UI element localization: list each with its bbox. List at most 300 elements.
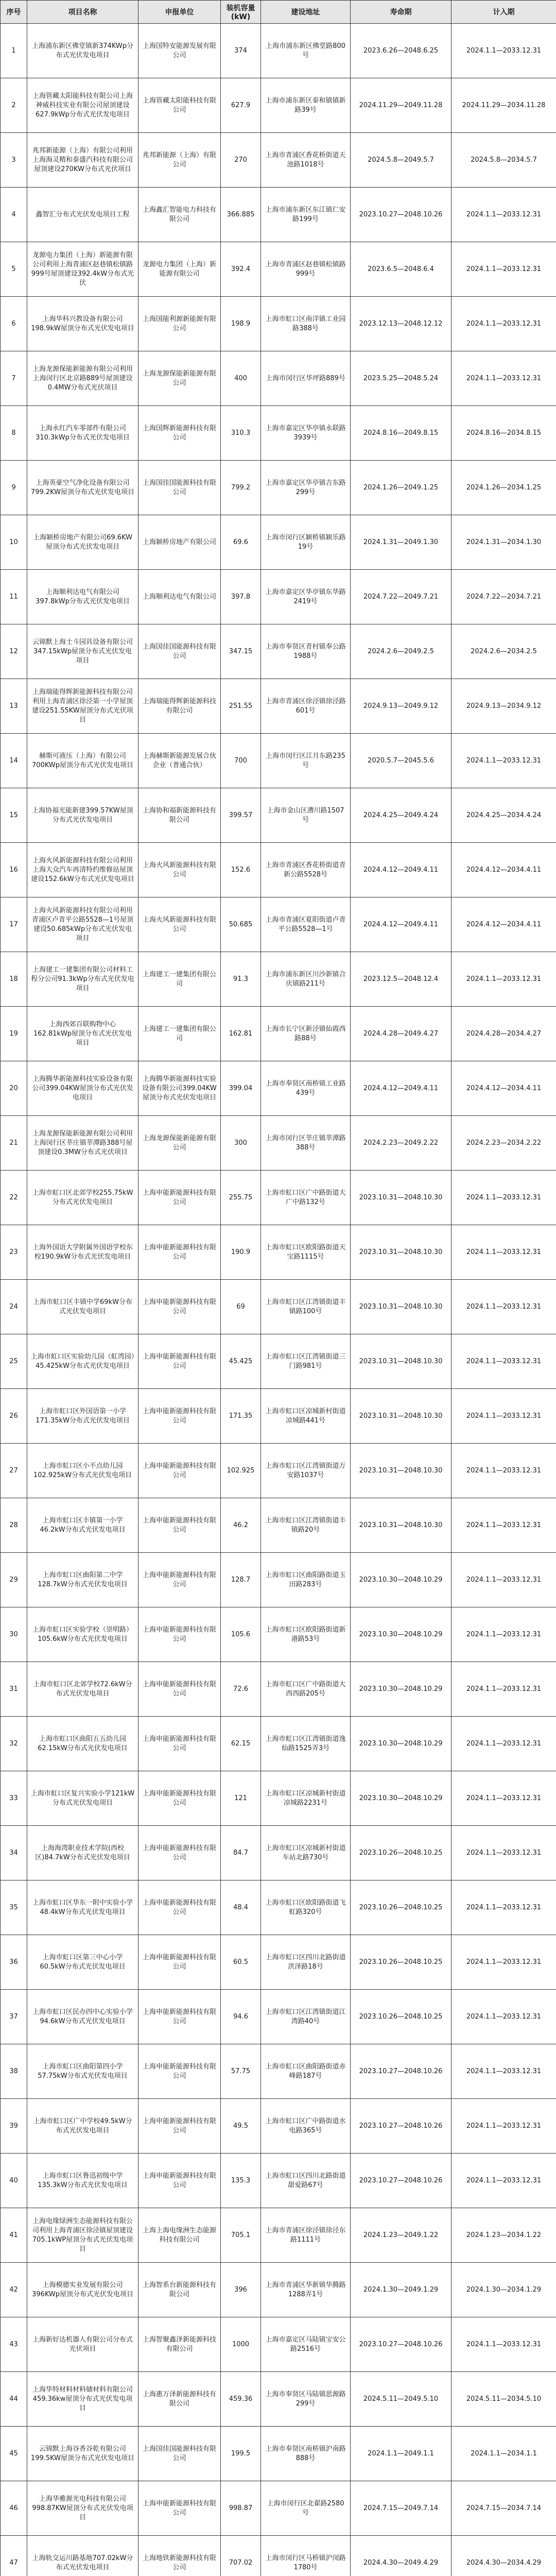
- crediting-period-cell: 2024.1.1—2033.12.31: [451, 2317, 556, 2372]
- lifetime-cell: 2023.10.30—2048.10.29: [351, 1607, 451, 1662]
- address-cell: 上海市闵行区北翟路2580号: [261, 2481, 351, 2536]
- row-index-cell: 34: [1, 1826, 27, 1880]
- crediting-period-cell: 2024.1.1—2033.12.31: [451, 1444, 556, 1498]
- applicant-cell: 上海国能利源新能源有限公司: [138, 297, 221, 351]
- project-name-cell: 上海市虹口区小不点幼儿园102.925kW分布式光伏发电项目: [27, 1444, 138, 1498]
- applicant-cell: 上海国佳国能源科技有限公司: [138, 2427, 221, 2481]
- table-row: [1, 2154, 556, 2208]
- crediting-period-cell: 2024.1.1—2033.12.31: [451, 1990, 556, 2044]
- crediting-period-cell: 2024.1.31—2034.1.30: [451, 515, 556, 570]
- row-index-cell: 21: [1, 1116, 27, 1171]
- crediting-period-cell: 2024.1.1—2033.12.31: [451, 297, 556, 351]
- header-lifetime: 寿命期: [351, 1, 451, 24]
- crediting-period-cell: 2024.1.1—2033.12.31: [451, 1553, 556, 1607]
- capacity-cell: 270: [221, 133, 261, 188]
- table-row: [1, 1007, 556, 1061]
- table-row: [1, 2317, 556, 2372]
- row-index-cell: 33: [1, 1771, 27, 1826]
- address-cell: 上海市嘉定区华亭镇东华路2419号: [261, 570, 351, 624]
- lifetime-cell: 2024.4.30—2049.4.29: [351, 2536, 451, 2576]
- applicant-cell: 上海颖桥房地产有限公司: [138, 515, 221, 570]
- crediting-period-cell: 2024.2.6—2034.2.5: [451, 624, 556, 679]
- table-row: [1, 297, 556, 351]
- capacity-cell: 1000: [221, 2317, 261, 2372]
- table-row: [1, 78, 556, 133]
- capacity-cell: 49.5: [221, 2099, 261, 2154]
- table-row: [1, 1116, 556, 1171]
- project-name-cell: 上海市虹口区复兴实验小学121kW分布式光伏发电项目: [27, 1771, 138, 1826]
- lifetime-cell: 2024.4.12—2049.4.11: [351, 843, 451, 897]
- table-row: [1, 1334, 556, 1389]
- capacity-cell: 799.2: [221, 461, 261, 515]
- lifetime-cell: 2023.10.31—2048.10.30: [351, 1280, 451, 1334]
- project-name-cell: 上海市虹口区广中学校49.5kW分布式光伏发电项目: [27, 2099, 138, 2154]
- table-row: [1, 515, 556, 570]
- crediting-period-cell: 2024.1.1—2033.12.31: [451, 1826, 556, 1880]
- lifetime-cell: 2024.4.12—2049.4.11: [351, 897, 451, 952]
- capacity-cell: 392.4: [221, 242, 261, 297]
- table-row: [1, 133, 556, 188]
- applicant-cell: 上海申能新能源科技有限公司: [138, 1334, 221, 1389]
- table-row: [1, 1444, 556, 1498]
- address-cell: 上海市虹口区江湾镇街道逸仙路1525弄3号: [261, 1717, 351, 1771]
- project-name-cell: 云锦默上海谷香谷乾有限公司199.5KW屋顶分布式光伏发电项目: [27, 2427, 138, 2481]
- address-cell: 上海市嘉定区马陆镇宝安公路2516号: [261, 2317, 351, 2372]
- table-row: [1, 1389, 556, 1444]
- capacity-cell: 397.8: [221, 570, 261, 624]
- applicant-cell: 上海瑞能得辉新能源科技有限公司: [138, 679, 221, 734]
- capacity-cell: 627.9: [221, 78, 261, 133]
- project-name-cell: 上海市虹口区实验幼儿园（虹湾园）45.425kW分布式光伏发电项目: [27, 1334, 138, 1389]
- project-name-cell: 上海永红汽车零部件有限公司310.3kWp分布式光伏发电项目: [27, 406, 138, 461]
- crediting-period-cell: 2024.7.15—2034.7.14: [451, 2481, 556, 2536]
- lifetime-cell: 2024.7.15—2049.7.14: [351, 2481, 451, 2536]
- table-row: [1, 1171, 556, 1225]
- capacity-cell: 700: [221, 734, 261, 788]
- project-name-cell: 上海华特材料材料储材料有限公司459.36kw屋顶分布式光伏发电项目: [27, 2372, 138, 2427]
- address-cell: 上海市虹口区欧阳路街道飞虹路320号: [261, 1880, 351, 1935]
- project-name-cell: 上海建工一建集团有限公司材料工程分公司91.3kWp分布式光伏发电项目: [27, 952, 138, 1007]
- table-row: [1, 2427, 556, 2481]
- project-name-cell: 上海腾华新能源科技实验设备有限公司399.04KW屋顶分布式光伏发电项目: [27, 1061, 138, 1116]
- row-index-cell: 38: [1, 2044, 27, 2099]
- address-cell: 上海市嘉定区华亭镇永联路3939号: [261, 406, 351, 461]
- lifetime-cell: 2024.5.11—2049.5.10: [351, 2372, 451, 2427]
- row-index-cell: 8: [1, 406, 27, 461]
- crediting-period-cell: 2024.7.22—2034.7.21: [451, 570, 556, 624]
- project-name-cell: 赫斯可液压（上海）有限公司700KWp屋顶分布式光伏发电项目: [27, 734, 138, 788]
- capacity-cell: 135.3: [221, 2154, 261, 2208]
- crediting-period-cell: 2024.5.8—2034.5.7: [451, 133, 556, 188]
- row-index-cell: 37: [1, 1990, 27, 2044]
- table-row: [1, 2208, 556, 2263]
- table-row: [1, 1717, 556, 1771]
- row-index-cell: 35: [1, 1880, 27, 1935]
- row-index-cell: 24: [1, 1280, 27, 1334]
- capacity-cell: 152.6: [221, 843, 261, 897]
- table-row: [1, 24, 556, 78]
- address-cell: 上海市虹口区江湾镇街道丰镇路100号: [261, 1280, 351, 1334]
- capacity-cell: 50.685: [221, 897, 261, 952]
- lifetime-cell: 2023.6.5—2048.6.4: [351, 242, 451, 297]
- project-name-cell: 上海市虹口区民办四中心实验小学94.6kW分布式光伏发电项目: [27, 1990, 138, 2044]
- crediting-period-cell: 2024.1.1—2033.12.31: [451, 242, 556, 297]
- crediting-period-cell: 2024.1.1—2033.12.31: [451, 734, 556, 788]
- row-index-cell: 31: [1, 1662, 27, 1717]
- project-name-cell: 上海市虹口区丰镇中学69kW分布式光伏发电项目: [27, 1280, 138, 1334]
- project-name-cell: 上海市虹口区北郊学校255.75kW分布式光伏发电项目: [27, 1171, 138, 1225]
- project-name-cell: 上海火风新能源科技有限公司利用青浦区卢青平公路5528—1号屋顶建设50.685kWp分布式光伏发电项目: [27, 897, 138, 952]
- header-row: [1, 1, 556, 24]
- lifetime-cell: 2024.4.12—2049.4.11: [351, 1061, 451, 1116]
- lifetime-cell: 2023.10.27—2048.10.26: [351, 2099, 451, 2154]
- row-index-cell: 12: [1, 624, 27, 679]
- applicant-cell: 上海惠万泽新能源科技有限公司: [138, 2372, 221, 2427]
- applicant-cell: 上海顺利达电气有限公司: [138, 570, 221, 624]
- lifetime-cell: 2023.10.31—2048.10.30: [351, 1389, 451, 1444]
- crediting-period-cell: 2024.2.23—2034.2.22: [451, 1116, 556, 1171]
- lifetime-cell: 2023.12.13—2048.12.12: [351, 297, 451, 351]
- table-row: [1, 1607, 556, 1662]
- address-cell: 上海市闵行区马桥镇沪闵路1780号: [261, 2536, 351, 2576]
- row-index-cell: 23: [1, 1225, 27, 1280]
- row-index-cell: 4: [1, 188, 27, 242]
- row-index-cell: 43: [1, 2317, 27, 2372]
- table-row: [1, 1771, 556, 1826]
- address-cell: 上海市虹口区南洋镇工业园路388号: [261, 297, 351, 351]
- table-row: [1, 1662, 556, 1717]
- address-cell: 上海市奉贤区青村镇奉公路1988号: [261, 624, 351, 679]
- table-row: [1, 2372, 556, 2427]
- row-index-cell: 45: [1, 2427, 27, 2481]
- crediting-period-cell: 2024.4.12—2034.4.11: [451, 897, 556, 952]
- capacity-cell: 310.3: [221, 406, 261, 461]
- capacity-cell: 300: [221, 1116, 261, 1171]
- table-row: [1, 1225, 556, 1280]
- lifetime-cell: 2024.7.22—2049.7.21: [351, 570, 451, 624]
- row-index-cell: 30: [1, 1607, 27, 1662]
- applicant-cell: 上海申能新能源科技有限公司: [138, 1771, 221, 1826]
- applicant-cell: 上海申能新能源科技有限公司: [138, 1444, 221, 1498]
- crediting-period-cell: 2024.1.1—2033.12.31: [451, 952, 556, 1007]
- capacity-cell: 72.6: [221, 1662, 261, 1717]
- capacity-cell: 374: [221, 24, 261, 78]
- table-row: [1, 1280, 556, 1334]
- table-row: [1, 624, 556, 679]
- capacity-cell: 347.15: [221, 624, 261, 679]
- project-name-cell: 上海市虹口区鲁迅初级中学135.3kW分布式光伏发电项目: [27, 2154, 138, 2208]
- project-name-cell: 上海市虹口区实验学校（崇明路）105.6kW分布式光伏发电项目: [27, 1607, 138, 1662]
- lifetime-cell: 2023.10.27—2048.10.26: [351, 2044, 451, 2099]
- crediting-period-cell: 2024.1.23—2034.1.22: [451, 2208, 556, 2263]
- row-index-cell: 17: [1, 897, 27, 952]
- crediting-period-cell: 2024.11.29—2034.11.28: [451, 78, 556, 133]
- lifetime-cell: 2024.1.23—2049.1.22: [351, 2208, 451, 2263]
- project-name-cell: 上海市虹口区华东一附中实验小学48.4kW分布式光伏发电项目: [27, 1880, 138, 1935]
- address-cell: 上海市浦东新区佛堂路800号: [261, 24, 351, 78]
- address-cell: 上海市闵行区莘庄镇莘潭路388号: [261, 1116, 351, 1171]
- applicant-cell: 上海申能新能源科技有限公司: [138, 1553, 221, 1607]
- row-index-cell: 26: [1, 1389, 27, 1444]
- project-name-cell: 上海市虹口区北郊学校72.6kW分布式光伏发电项目: [27, 1662, 138, 1717]
- crediting-period-cell: 2024.1.1—2033.12.31: [451, 1935, 556, 1990]
- address-cell: 上海市长宁区新泾镇仙霞西路88号: [261, 1007, 351, 1061]
- applicant-cell: 上海智聚鑫泽新能源科技有限公司: [138, 2317, 221, 2372]
- row-index-cell: 19: [1, 1007, 27, 1061]
- capacity-cell: 69.6: [221, 515, 261, 570]
- table-row: [1, 1498, 556, 1553]
- applicant-cell: 上海国辉新能源科技有限公司: [138, 406, 221, 461]
- applicant-cell: 上海申能新能源科技有限公司: [138, 2481, 221, 2536]
- project-name-cell: 上海英豪空气净化设备有限公司799.2KW屋顶分布式光伏发电项目: [27, 461, 138, 515]
- table-row: [1, 406, 556, 461]
- applicant-cell: 上海申能新能源科技有限公司: [138, 1498, 221, 1553]
- address-cell: 上海市奉贤区南桥镇沪南路888号: [261, 2427, 351, 2481]
- table-row: [1, 734, 556, 788]
- project-name-cell: 上海市虹口区外国语第一小学171.35kW分布式光伏发电项目: [27, 1389, 138, 1444]
- address-cell: 上海市虹口区曲阳路街道玉田路283号: [261, 1553, 351, 1607]
- capacity-cell: 198.9: [221, 297, 261, 351]
- applicant-cell: 上海地铁新能源科技有限公司: [138, 2536, 221, 2576]
- row-index-cell: 11: [1, 570, 27, 624]
- lifetime-cell: 2023.10.27—2048.10.26: [351, 2317, 451, 2372]
- crediting-period-cell: 2024.1.1—2033.12.31: [451, 188, 556, 242]
- capacity-cell: 69: [221, 1280, 261, 1334]
- row-index-cell: 1: [1, 24, 27, 78]
- address-cell: 上海市金山区漕川路1507号: [261, 788, 351, 843]
- applicant-cell: 上海建工一建集团有限公司: [138, 1007, 221, 1061]
- address-cell: 上海市奉贤区马陆镇思源路299号: [261, 2372, 351, 2427]
- project-name-cell: 上海管藏太阳能科技有限公司上海神威科技实业有限公司屋顶建设627.9kWp分布式光伏发电项目: [27, 78, 138, 133]
- applicant-cell: 上海申能新能源科技有限公司: [138, 1225, 221, 1280]
- applicant-cell: 上海火风新能源科技有限公司: [138, 897, 221, 952]
- capacity-cell: 190.9: [221, 1225, 261, 1280]
- capacity-cell: 91.3: [221, 952, 261, 1007]
- capacity-cell: 705.1: [221, 2208, 261, 2263]
- capacity-cell: 62.15: [221, 1717, 261, 1771]
- lifetime-cell: 2024.5.8—2049.5.7: [351, 133, 451, 188]
- row-index-cell: 42: [1, 2263, 27, 2317]
- header-address: 建设地址: [261, 1, 351, 24]
- crediting-period-cell: 2024.9.13—2034.9.12: [451, 679, 556, 734]
- lifetime-cell: 2023.10.31—2048.10.30: [351, 1334, 451, 1389]
- project-name-cell: 上海龙源保能新能源有限公司利用上海闵行区莘庄镇莘潭路388号屋顶建设0.3MW分布式光伏项目: [27, 1116, 138, 1171]
- lifetime-cell: 2023.10.31—2048.10.30: [351, 1444, 451, 1498]
- crediting-period-cell: 2024.1.1—2033.12.31: [451, 2099, 556, 2154]
- project-name-cell: 上海外国语大学附属外国语学校东校190.9kW分布式光伏发电项目: [27, 1225, 138, 1280]
- capacity-cell: 57.75: [221, 2044, 261, 2099]
- lifetime-cell: 2023.10.31—2048.10.30: [351, 1225, 451, 1280]
- crediting-period-cell: 2024.1.1—2033.12.31: [451, 1880, 556, 1935]
- table-row: [1, 2099, 556, 2154]
- table-row: [1, 679, 556, 734]
- project-name-cell: 上海市虹口区丰镇第一小学46.2kW分布式光伏发电项目: [27, 1498, 138, 1553]
- row-index-cell: 41: [1, 2208, 27, 2263]
- capacity-cell: 399.57: [221, 788, 261, 843]
- applicant-cell: 上海国佳国能源科技有限公司: [138, 624, 221, 679]
- applicant-cell: 上海火风新能源科技有限公司: [138, 843, 221, 897]
- table-row: [1, 461, 556, 515]
- crediting-period-cell: 2024.1.1—2033.12.31: [451, 1171, 556, 1225]
- crediting-period-cell: 2024.5.11—2034.5.10: [451, 2372, 556, 2427]
- row-index-cell: 10: [1, 515, 27, 570]
- project-name-cell: 上海瑞能得辉新能源科技有限公司利用上海青浦区徐泾第一小学屋顶建设251.55KW屋顶分布式光伏项目: [27, 679, 138, 734]
- table-row: [1, 1935, 556, 1990]
- project-name-cell: 上海市虹口区第三中心小学60.5kW分布式光伏发电项目: [27, 1935, 138, 1990]
- applicant-cell: 上海申能新能源科技有限公司: [138, 1607, 221, 1662]
- row-index-cell: 16: [1, 843, 27, 897]
- lifetime-cell: 2024.2.23—2049.2.22: [351, 1116, 451, 1171]
- table-row: [1, 788, 556, 843]
- table-body: [1, 24, 556, 2576]
- lifetime-cell: 2023.5.25—2048.5.24: [351, 351, 451, 406]
- applicant-cell: 上海申能新能源科技有限公司: [138, 1171, 221, 1225]
- address-cell: 上海市青浦区香花桥街道天池路1018号: [261, 133, 351, 188]
- row-index-cell: 5: [1, 242, 27, 297]
- lifetime-cell: 2024.1.31—2049.1.30: [351, 515, 451, 570]
- crediting-period-cell: 2024.1.1—2033.12.31: [451, 1334, 556, 1389]
- row-index-cell: 28: [1, 1498, 27, 1553]
- address-cell: 上海市虹口区欧阳路街道新港路53号: [261, 1607, 351, 1662]
- address-cell: 上海市虹口区四川北路街道甜爱路67号: [261, 2154, 351, 2208]
- address-cell: 上海市青浦区香花桥街道青新公路5528号: [261, 843, 351, 897]
- lifetime-cell: 2023.12.5—2048.12.4: [351, 952, 451, 1007]
- lifetime-cell: 2020.5.7—2045.5.6: [351, 734, 451, 788]
- project-name-cell: 上海海湾职业技术学院(西校区)84.7kW分布式光伏发电项目: [27, 1826, 138, 1880]
- capacity-cell: 45.425: [221, 1334, 261, 1389]
- project-name-cell: 上海新好达机器人有限公司分布式光伏项目: [27, 2317, 138, 2372]
- row-index-cell: 3: [1, 133, 27, 188]
- lifetime-cell: 2023.10.31—2048.10.30: [351, 1498, 451, 1553]
- project-name-cell: 上海颖桥房地产有限公司69.6KW屋顶分布式光伏发电项目: [27, 515, 138, 570]
- crediting-period-cell: 2024.1.1—2033.12.31: [451, 24, 556, 78]
- crediting-period-cell: 2024.1.1—2033.12.31: [451, 1389, 556, 1444]
- lifetime-cell: 2023.10.27—2048.10.26: [351, 2154, 451, 2208]
- lifetime-cell: 2024.4.28—2049.4.27: [351, 1007, 451, 1061]
- lifetime-cell: 2023.10.31—2048.10.30: [351, 1171, 451, 1225]
- lifetime-cell: 2023.10.26—2048.10.25: [351, 1826, 451, 1880]
- applicant-cell: 上海申能新能源科技有限公司: [138, 1717, 221, 1771]
- row-index-cell: 15: [1, 788, 27, 843]
- address-cell: 上海市浦东新区川沙新镇合庆镇路211号: [261, 952, 351, 1007]
- applicant-cell: 上海申能新能源科技有限公司: [138, 1880, 221, 1935]
- row-index-cell: 27: [1, 1444, 27, 1498]
- lifetime-cell: 2024.4.25—2049.4.24: [351, 788, 451, 843]
- table-row: [1, 843, 556, 897]
- applicant-cell: 兆邦新能源（上海）有限公司: [138, 133, 221, 188]
- header-applicant: 申报单位: [138, 1, 221, 24]
- capacity-cell: 251.55: [221, 679, 261, 734]
- crediting-period-cell: 2024.4.12—2034.4.11: [451, 1061, 556, 1116]
- lifetime-cell: 2024.1.30—2049.1.29: [351, 2263, 451, 2317]
- address-cell: 上海市虹口区欧阳路街道天宝路1115号: [261, 1225, 351, 1280]
- crediting-period-cell: 2024.1.1—2033.12.31: [451, 351, 556, 406]
- capacity-cell: 84.7: [221, 1826, 261, 1880]
- row-index-cell: 18: [1, 952, 27, 1007]
- crediting-period-cell: 2024.1.1—2033.12.31: [451, 1717, 556, 1771]
- row-index-cell: 20: [1, 1061, 27, 1116]
- project-name-cell: 上海协福光能新建399.57KW屋顶分布式光伏发电项目: [27, 788, 138, 843]
- crediting-period-cell: 2024.1.1—2033.12.31: [451, 1662, 556, 1717]
- applicant-cell: 上海龙源保能新能源有限公司: [138, 1116, 221, 1171]
- header-project-name: 项目名称: [27, 1, 138, 24]
- capacity-cell: 162.81: [221, 1007, 261, 1061]
- applicant-cell: 上海赫斯新能源发展合伙企业（普通合伙）: [138, 734, 221, 788]
- crediting-period-cell: 2024.1.1—2033.12.31: [451, 2044, 556, 2099]
- table-row: [1, 351, 556, 406]
- table-row: [1, 2263, 556, 2317]
- table-row: [1, 897, 556, 952]
- row-index-cell: 2: [1, 78, 27, 133]
- address-cell: 上海市奉贤区南桥镇工业路439号: [261, 1061, 351, 1116]
- row-index-cell: 29: [1, 1553, 27, 1607]
- row-index-cell: 47: [1, 2536, 27, 2576]
- table-row: [1, 1880, 556, 1935]
- applicant-cell: 上海申能新能源科技有限公司: [138, 2154, 221, 2208]
- applicant-cell: 上海申能新能源科技有限公司: [138, 2099, 221, 2154]
- project-name-cell: 上海模德实业发展有限公司396KWp屋顶分布式光伏发电项目: [27, 2263, 138, 2317]
- table-row: [1, 1826, 556, 1880]
- project-name-cell: 上海市虹口区曲阳第四小学57.75kW分布式光伏发电项目: [27, 2044, 138, 2099]
- crediting-period-cell: 2024.1.1—2033.12.31: [451, 2154, 556, 2208]
- applicant-cell: 上海申能新能源科技有限公司: [138, 1826, 221, 1880]
- crediting-period-cell: 2024.1.1—2033.12.31: [451, 1280, 556, 1334]
- applicant-cell: 上海申能新能源科技有限公司: [138, 1990, 221, 2044]
- applicant-cell: 上海龙源保能新能源有限公司: [138, 351, 221, 406]
- address-cell: 上海市虹口区江湾镇街道丰镇路20号: [261, 1498, 351, 1553]
- lifetime-cell: 2023.10.26—2048.10.25: [351, 1880, 451, 1935]
- capacity-cell: 60.5: [221, 1935, 261, 1990]
- project-name-cell: 上海市虹口区曲阳五五幼儿园62.15kW分布式光伏发电项目: [27, 1717, 138, 1771]
- crediting-period-cell: 2024.4.12—2034.4.11: [451, 843, 556, 897]
- row-index-cell: 7: [1, 351, 27, 406]
- project-name-cell: 上海轨交运川路基地707.02kW分布式光伏发电项目: [27, 2536, 138, 2576]
- project-name-cell: 上海浦东新区佛堂镇新374KWp分布式光伏发电项目: [27, 24, 138, 78]
- lifetime-cell: 2023.10.26—2048.10.25: [351, 1990, 451, 2044]
- capacity-cell: 48.4: [221, 1880, 261, 1935]
- table-row: [1, 1990, 556, 2044]
- row-index-cell: 39: [1, 2099, 27, 2154]
- capacity-cell: 396: [221, 2263, 261, 2317]
- table-row: [1, 570, 556, 624]
- lifetime-cell: 2023.10.30—2048.10.29: [351, 1771, 451, 1826]
- crediting-period-cell: 2024.4.25—2034.4.24: [451, 788, 556, 843]
- address-cell: 上海市虹口区曲阳路街道赤峰路187号: [261, 2044, 351, 2099]
- address-cell: 上海市虹口区凉城新村街道凉城路2231号: [261, 1771, 351, 1826]
- project-name-cell: 上海电缘绿洲生态能源科技有限公司利用上海青浦区徐泾镇屋顶建设705.1kWP屋顶分布式光伏发电项目: [27, 2208, 138, 2263]
- row-index-cell: 36: [1, 1935, 27, 1990]
- lifetime-cell: 2024.2.6—2049.2.5: [351, 624, 451, 679]
- address-cell: 上海市虹口区江湾镇街道三门路981号: [261, 1334, 351, 1389]
- capacity-cell: 128.7: [221, 1553, 261, 1607]
- capacity-cell: 94.6: [221, 1990, 261, 2044]
- lifetime-cell: 2024.1.26—2049.1.25: [351, 461, 451, 515]
- address-cell: 上海市虹口区四川北路街道洪泽路18号: [261, 1935, 351, 1990]
- applicant-cell: 上海申能新能源科技有限公司: [138, 1935, 221, 1990]
- applicant-cell: 上海国佳国能源科技有限公司: [138, 461, 221, 515]
- row-index-cell: 6: [1, 297, 27, 351]
- applicant-cell: 上海建工一建集团有限公司: [138, 952, 221, 1007]
- crediting-period-cell: 2024.1.1—2033.12.31: [451, 1225, 556, 1280]
- lifetime-cell: 2024.11.29—2049.11.28: [351, 78, 451, 133]
- applicant-cell: 上海协和福新能源科技有限公司: [138, 788, 221, 843]
- lifetime-cell: 2024.9.13—2049.9.12: [351, 679, 451, 734]
- lifetime-cell: 2023.6.26—2048.6.25: [351, 24, 451, 78]
- applicant-cell: 上海鑫汇智能电力科技有限公司: [138, 188, 221, 242]
- capacity-cell: 707.02: [221, 2536, 261, 2576]
- address-cell: 上海市虹口区凉城新村街道车站北路730号: [261, 1826, 351, 1880]
- project-name-cell: 上海西郊百联购物中心162.81kWp屋顶分布式光伏发电项目: [27, 1007, 138, 1061]
